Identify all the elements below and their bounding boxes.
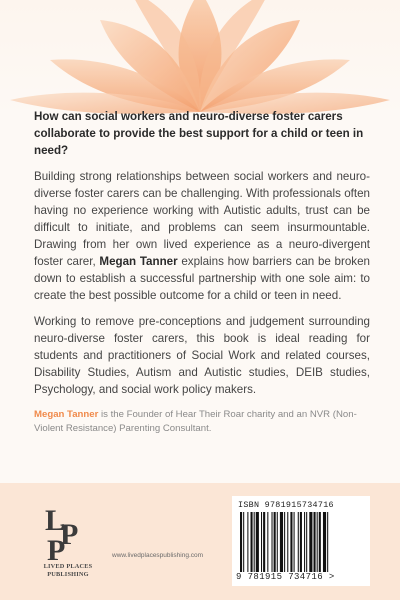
barcode-bar — [272, 512, 273, 572]
barcode-bar — [314, 512, 316, 572]
barcode-bar — [294, 512, 295, 572]
headline: How can social workers and neuro-diverse foster carers collaborate to provide the best support for a child or teen in need? — [34, 110, 364, 157]
barcode-bar — [261, 512, 262, 572]
bio-author-name: Megan Tanner — [34, 409, 99, 420]
barcode-bar — [304, 512, 305, 572]
barcode-bar — [263, 512, 265, 572]
barcode-bar — [319, 512, 321, 572]
barcode-bar — [243, 512, 244, 572]
bio-text: is the Founder of Hear Their Roar charity and an NVR (Non-Violent Resistance) Parenting Consultant. — [34, 409, 357, 434]
barcode-box — [232, 496, 370, 586]
back-cover-text — [34, 108, 370, 436]
barcode-bar — [247, 512, 248, 572]
barcode-bar — [287, 512, 288, 572]
publisher-name — [36, 563, 100, 578]
barcode-bar — [298, 512, 299, 572]
barcode-bar — [280, 512, 283, 572]
para1-text-end: explains how barriers can be broken down to establish a successful partnership with one sole aim: to create the best possible outcome for a child or teen in need. — [34, 255, 370, 302]
author-bio — [34, 408, 370, 436]
barcode-bar — [277, 512, 278, 572]
barcode-digits: 9 781915 734716 > — [236, 572, 335, 582]
description-paragraph-2: Working to remove pre-conceptions and judgement surrounding neuro-diverse foster carers, this book is ideal reading for students and practitioners of Social Work and related courses, Disability Studies, Autism and Autistic studies, DEIB studies, Psychology, and social work policy makers. — [34, 315, 370, 396]
isbn-label: ISBN 9781915734716 — [238, 500, 334, 510]
author-name-inline: Megan Tanner — [99, 255, 178, 268]
barcode-bar — [306, 512, 307, 572]
barcode-bar — [254, 512, 255, 572]
barcode-bar — [274, 512, 276, 572]
publisher-website[interactable]: www.livedplacespublishing.com — [112, 552, 204, 559]
publisher-logo — [43, 500, 89, 562]
barcode-bar — [290, 512, 292, 572]
barcode-bar — [327, 512, 328, 572]
flower-illustration — [0, 0, 400, 115]
logo-letter-p2: P — [47, 534, 66, 562]
publisher-name-line2: PUBLISHING — [47, 570, 89, 578]
logo-letter-l: L — [45, 504, 66, 537]
barcode-bar — [256, 512, 259, 572]
barcode-bar — [323, 512, 326, 572]
logo-letter-p1: P — [60, 518, 79, 551]
publisher-name-line1: LIVED PLACES — [43, 563, 93, 570]
barcode-bar — [267, 512, 268, 572]
barcode-bar — [300, 512, 302, 572]
barcode-bar — [240, 512, 242, 572]
flower-petals-graphic — [0, 0, 400, 115]
para1-text-start: Building strong relationships between social workers and neuro-diverse foster carers can be challenging. With professionals often having no experience working with Autistic adults, trust can be difficult to initiate, and problems can seem insurmountable. Drawing from her own lived experience as a neuro-divergent foster carer, — [34, 170, 370, 268]
description-paragraph-1 — [34, 168, 370, 304]
barcode-bar — [251, 512, 253, 572]
barcode-bar — [284, 512, 285, 572]
barcode-bar — [309, 512, 312, 572]
barcode-bar — [317, 512, 318, 572]
barcode-bars — [240, 512, 362, 572]
